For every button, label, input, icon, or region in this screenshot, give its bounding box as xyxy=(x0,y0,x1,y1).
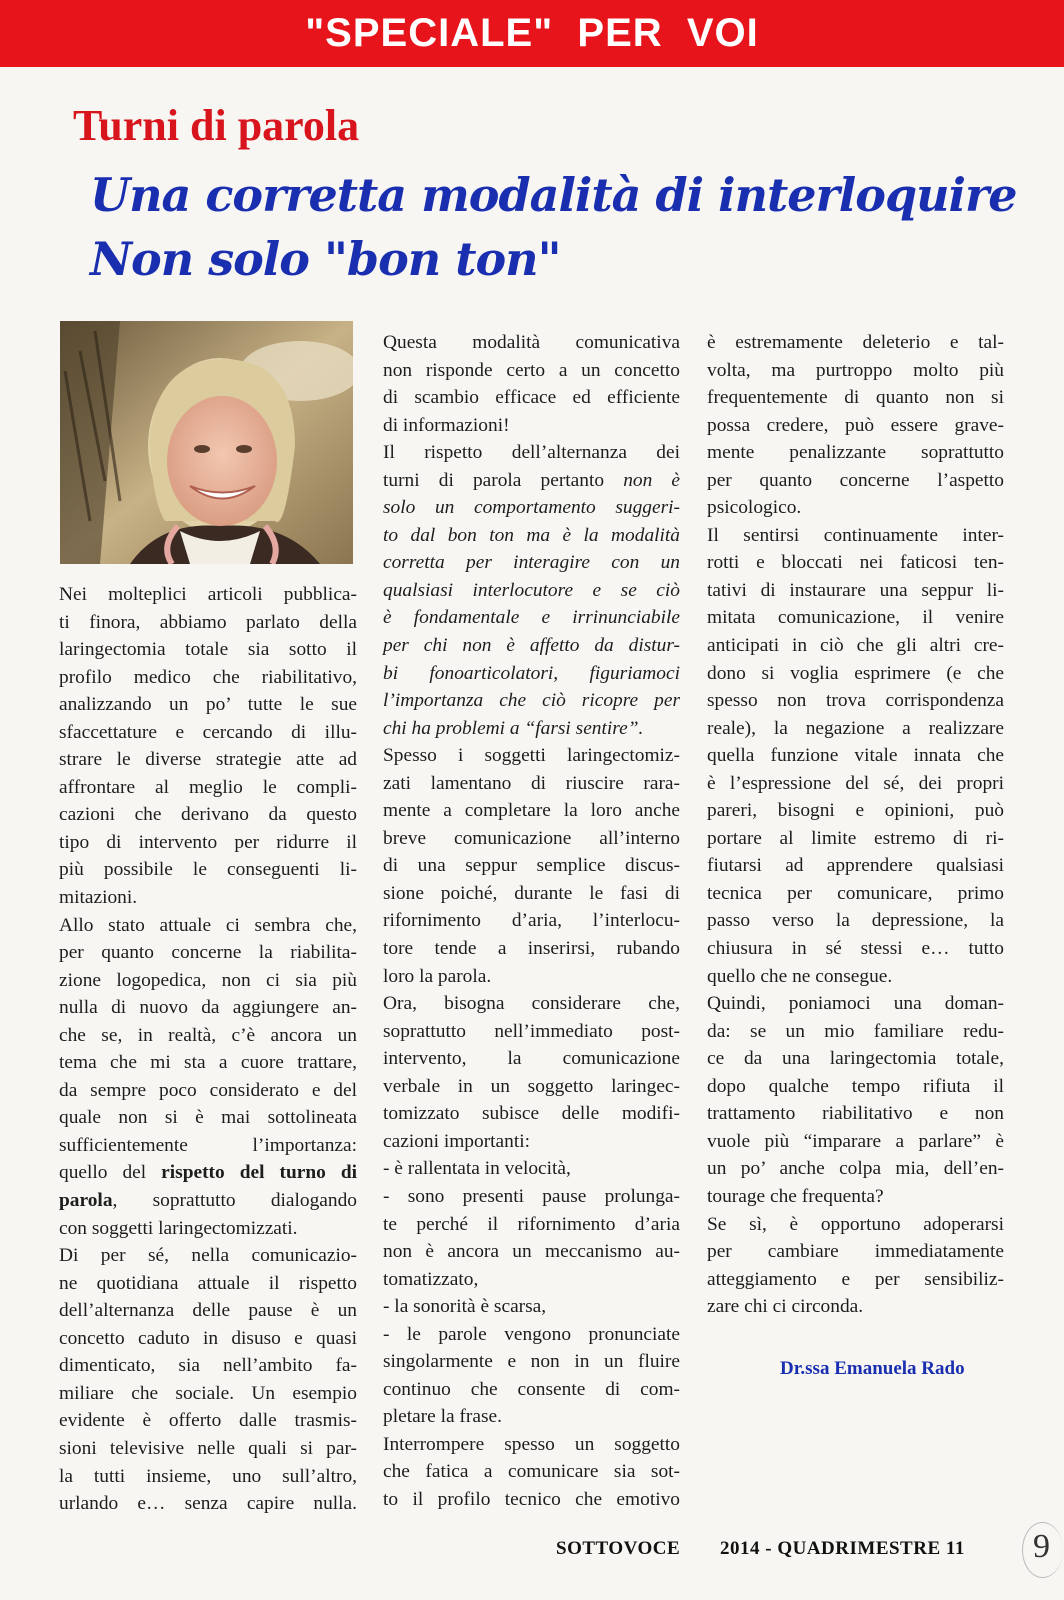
text-line xyxy=(59,1159,357,1187)
text-line: di scambio efficace ed efficiente xyxy=(383,387,680,409)
text-line: quale non si è mai sottolineata xyxy=(59,1107,357,1129)
text-line: affrontare al meglio le compli- xyxy=(59,776,357,798)
text-line: strare le diverse strategie atte ad xyxy=(59,749,357,771)
text-line: Nei molteplici articoli pubblica- xyxy=(59,584,357,605)
text-line: anticipati in ciò che gli altri cre- xyxy=(707,635,1004,657)
text-line: più possibile le conseguenti li- xyxy=(59,859,357,881)
text-line: corretta per interagire con un xyxy=(383,552,680,574)
text-line: Il rispetto dell’alternanza dei xyxy=(383,442,680,464)
text-line: te perché il rifornimento d’aria xyxy=(383,1213,680,1235)
text-line: singolarmente e non in un fluire xyxy=(383,1351,680,1373)
text-line: con soggetti laringectomizzati. xyxy=(59,1217,298,1239)
text-line: per quanto concerne l’aspetto xyxy=(707,469,1004,491)
text-line: quella funzione vitale innata che xyxy=(707,745,1004,767)
banner-title: "SPECIALE" PER VOI xyxy=(305,11,759,55)
text-line: soprattutto nell’immediato post- xyxy=(383,1020,680,1042)
page-number: 9 xyxy=(1033,1528,1050,1565)
text-line: chi ha problemi a “farsi sentire”. xyxy=(383,717,644,739)
text-line: di informazioni! xyxy=(383,414,510,436)
text-line: portare al limite estremo di ri- xyxy=(707,827,1004,849)
text-line: to dal bon ton ma è la modalità xyxy=(383,524,680,546)
text-line: frequentemente di quanto non si xyxy=(707,387,1004,409)
text-line: tecnica per comunicare, primo xyxy=(707,882,1004,904)
text-line: urlando e… senza capire nulla. xyxy=(59,1493,357,1515)
text-line: non è ancora un meccanismo au- xyxy=(383,1241,680,1263)
text-line: per chi non è affetto da distur- xyxy=(383,635,680,657)
text-line: Interrompere spesso un soggetto xyxy=(383,1433,680,1455)
text-line: to il profilo tecnico che emotivo xyxy=(383,1488,680,1510)
text-line: - sono presenti pause prolunga- xyxy=(383,1185,680,1207)
text-line: atteggiamento e per sensibiliz- xyxy=(707,1268,1004,1290)
text-line: ti finora, abbiamo parlato della xyxy=(59,611,357,633)
text-line: qualsiasi interlocutore e se ciò xyxy=(383,579,680,601)
header-banner xyxy=(0,0,1064,67)
text-line: che se, in realtà, c’è ancora un xyxy=(59,1024,357,1046)
text-line: profilo medico che riabilitativo, xyxy=(59,666,357,688)
text-line: Quindi, poniamoci una doman- xyxy=(707,993,1004,1015)
text-line: mente penalizzante soprattutto xyxy=(707,442,1004,464)
text-line: cazioni importanti: xyxy=(383,1130,531,1152)
text-line: non risponde certo a un concetto xyxy=(383,359,680,381)
text-line: continuo che consente di com- xyxy=(383,1378,680,1400)
text-line: - è rallentata in velocità, xyxy=(383,1158,571,1180)
text-line: Allo stato attuale ci sembra che, xyxy=(59,914,357,936)
text-line: per quanto concerne la riabilita- xyxy=(59,942,357,964)
article-column-2 xyxy=(383,329,680,1514)
text-line: ne quotidiana attuale il rispetto xyxy=(59,1272,357,1294)
text-segment: quello del xyxy=(59,1162,162,1184)
author-portrait-photo xyxy=(60,321,353,564)
text-line: Se sì, è opportuno adoperarsi xyxy=(707,1213,1004,1235)
text-line: zati lamentano di riuscire rara- xyxy=(383,772,680,794)
text-line: dimenticato, sia nell’ambito fa- xyxy=(59,1355,357,1377)
text-line: Spesso i soggetti laringectomiz- xyxy=(383,745,680,767)
text-line: volta, ma purtroppo molto più xyxy=(707,359,1004,381)
text-line: solo un comportamento suggeri- xyxy=(383,497,680,519)
text-line: zare chi ci circonda. xyxy=(707,1296,864,1318)
text-line: breve comunicazione all’interno xyxy=(383,827,680,849)
text-line: sione poiché, durante le fasi di xyxy=(383,882,680,904)
text-line: - le parole vengono pronunciate xyxy=(383,1323,680,1345)
text-line: Di per sé, nella comunicazio- xyxy=(59,1245,357,1267)
text-line: quello che ne consegue. xyxy=(707,965,893,987)
text-line: loro la parola. xyxy=(383,965,492,987)
text-line: rifornimento d’aria, l’interlocu- xyxy=(383,910,680,932)
text-line: intervento, la comunicazione xyxy=(383,1048,680,1070)
text-line: Ora, bisogna considerare che, xyxy=(383,993,680,1015)
article-author: Dr.ssa Emanuela Rado xyxy=(780,1358,965,1379)
text-line: da sempre poco considerato e del xyxy=(59,1079,357,1101)
text-line: dopo qualche tempo rifiuta il xyxy=(707,1075,1004,1097)
text-line: sufficientemente l’importanza: xyxy=(59,1134,357,1156)
text-line: tomizzato subisce delle modifi- xyxy=(383,1103,680,1125)
article-column-1 xyxy=(59,581,357,1518)
text-line: che fatica a comunicare sia sot- xyxy=(383,1461,680,1483)
text-line: per cambiare immediatamente xyxy=(707,1241,1004,1263)
text-line: vuole più “imparare a parlare” è xyxy=(707,1130,1004,1152)
text-line: tativi di instaurare una seppur li- xyxy=(707,579,1004,601)
text-line: pareri, bisogni e opinioni, può xyxy=(707,800,1004,822)
italic-emphasis: non è xyxy=(623,469,681,491)
text-line: è estremamente deleterio e tal- xyxy=(707,332,1004,353)
text-line: mitata comunicazione, il venire xyxy=(707,607,1004,629)
text-segment: turni di parola pertanto xyxy=(383,469,624,491)
text-line: cazioni che derivano da questo xyxy=(59,804,357,826)
footer-publication: SOTTOVOCE xyxy=(556,1538,681,1559)
text-line: spesso non trova corrispondenza xyxy=(707,690,1004,712)
text-line: è fondamentale e irrinunciabile xyxy=(383,607,680,629)
text-line: tipo di intervento per ridurre il xyxy=(59,831,357,853)
text-line: pletare la frase. xyxy=(383,1406,502,1428)
text-line: dono si voglia esprimere (e che xyxy=(707,662,1004,684)
text-line: sfaccettature e cercando di illu- xyxy=(59,721,357,743)
text-line: Questa modalità comunicativa xyxy=(383,332,680,353)
text-line: verbale in un soggetto laringec- xyxy=(383,1075,680,1097)
text-line: possa credere, può essere grave- xyxy=(707,414,1004,436)
text-line: evidente è offerto dalle trasmis- xyxy=(59,1410,357,1432)
article-column-3 xyxy=(707,329,1004,1321)
text-line: Il sentirsi continuamente inter- xyxy=(707,524,1004,546)
text-line: concetto caduto in disuso e quasi xyxy=(59,1327,357,1349)
text-line: è l’espressione del sé, dei propri xyxy=(707,772,1004,794)
text-line: nulla di nuovo da aggiungere an- xyxy=(59,997,357,1019)
text-segment: , soprattutto dialogando xyxy=(112,1190,357,1212)
article-title: Turni di parola xyxy=(73,101,360,150)
text-line: chiusura in sé stessi e… tutto xyxy=(707,938,1004,960)
text-line: bi fonoarticolatori, figuriamoci xyxy=(383,662,680,684)
text-line: trattamento riabilitativo e non xyxy=(707,1103,1004,1125)
article-subtitle-line1: Una corretta modalità di interloquire xyxy=(90,168,1017,222)
text-line: un po’ anche colpa mia, dell’en- xyxy=(707,1158,1004,1180)
text-line: sioni televisive nelle quali si par- xyxy=(59,1437,357,1459)
text-line: laringectomia totale sia sotto il xyxy=(59,639,357,661)
text-line: - la sonorità è scarsa, xyxy=(383,1296,547,1318)
text-line: analizzando un po’ tutte le sue xyxy=(59,694,357,716)
text-line: mente a completare la loro anche xyxy=(383,800,680,822)
text-line: rotti e bloccati nei faticosi ten- xyxy=(707,552,1004,574)
text-line xyxy=(59,1187,357,1215)
bold-emphasis: parola xyxy=(59,1190,113,1212)
footer-issue: 2014 - QUADRIMESTRE 11 xyxy=(720,1538,965,1559)
text-line: dell’alternanza delle pause è un xyxy=(59,1300,357,1322)
text-line: fiutarsi ad apprendere qualsiasi xyxy=(707,855,1004,877)
text-line: la tutti insieme, uno sull’altro, xyxy=(59,1465,357,1487)
text-line: tore tende a inserirsi, rubando xyxy=(383,938,680,960)
text-line: tomatizzato, xyxy=(383,1268,479,1290)
text-line: reale), la negazione a realizzare xyxy=(707,717,1004,739)
text-line: tourage che frequenta? xyxy=(707,1185,884,1207)
text-line: zione logopedica, non ci sia più xyxy=(59,969,357,991)
text-line: psicologico. xyxy=(707,497,802,519)
bold-emphasis: rispetto del turno di xyxy=(161,1162,357,1184)
text-line: da: se un mio familiare redu- xyxy=(707,1020,1004,1042)
text-line: ce da una laringectomia totale, xyxy=(707,1048,1004,1070)
text-line: l’importanza che ciò ricopre per xyxy=(383,690,680,712)
text-line: mitazioni. xyxy=(59,887,138,909)
text-line xyxy=(383,467,680,495)
text-line: passo verso la depressione, la xyxy=(707,910,1004,932)
text-line: miliare che sociale. Un esempio xyxy=(59,1382,357,1404)
article-subtitle-line2: Non solo "bon ton" xyxy=(90,232,561,286)
text-line: tema che mi sta a cuore trattare, xyxy=(59,1052,357,1074)
text-line: di una seppur semplice discus- xyxy=(383,855,680,877)
